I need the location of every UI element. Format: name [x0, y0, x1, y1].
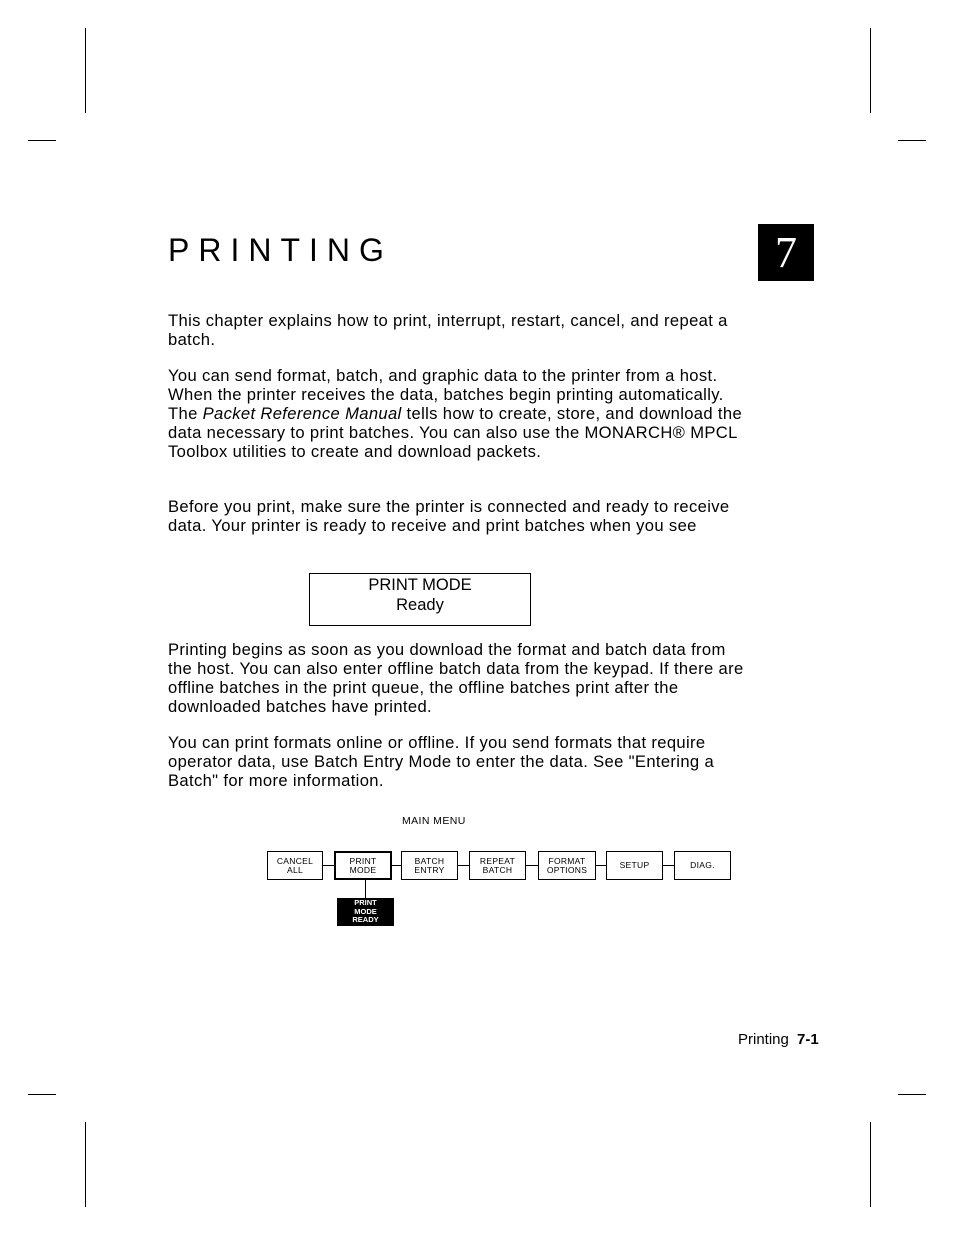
printing-paragraph: Printing begins as soon as you download the format and batch data from the host. You can also enter offline batch data from the keypad. If there are offline batches in the print queue, the offline batches print after the downloaded batches have printed.	[168, 640, 744, 716]
menu-item-label: BATCH ENTRY	[414, 855, 445, 875]
menu-item-repeat-batch	[469, 851, 526, 880]
menu-item-label: REPEAT BATCH	[479, 855, 516, 875]
menu-item-label: FORMAT OPTIONS	[546, 855, 588, 875]
menu-item-label: SETUP	[619, 860, 650, 870]
ready-paragraph: Before you print, make sure the printer is connected and ready to receive data. Your printer is ready to receive and print batches when you see	[168, 497, 730, 535]
crop-mark	[870, 1122, 871, 1207]
submenu-connector-line	[365, 880, 366, 898]
menu-item-batch-entry	[401, 851, 458, 880]
menu-item-print-mode	[334, 851, 392, 880]
menu-item-setup	[606, 851, 663, 880]
main-menu-label: MAIN MENU	[402, 815, 466, 827]
crop-mark	[85, 28, 86, 113]
crop-mark	[870, 28, 871, 113]
manual-title: Packet Reference Manual	[202, 404, 402, 423]
menu-item-label: DIAG.	[690, 860, 715, 870]
formats-paragraph: You can print formats online or offline. If you send formats that require operator data, use Batch Entry Mode to enter the data. See "Entering a Batch" for more information.	[168, 733, 715, 790]
menu-item-label: CANCEL ALL	[276, 855, 314, 875]
host-paragraph-text: You can send format, batch, and graphic data to the printer from a host. When the printer receives the data, batches begin printing automatically. The	[168, 366, 724, 423]
crop-mark	[898, 1094, 926, 1095]
host-paragraph	[168, 366, 748, 461]
menu-item-format-options	[538, 851, 596, 880]
crop-mark	[28, 1094, 56, 1095]
page-footer	[738, 1031, 819, 1048]
printer-display	[309, 573, 531, 626]
footer-section: Printing	[738, 1031, 789, 1048]
crop-mark	[28, 140, 56, 141]
menu-item-label: PRINT MODE	[349, 855, 377, 875]
crop-mark	[85, 1122, 86, 1207]
menu-item-cancel-all	[267, 851, 323, 880]
chapter-number-tab: 7	[758, 224, 814, 281]
page-number: 7-1	[797, 1031, 819, 1048]
crop-mark	[898, 140, 926, 141]
display-line-1: PRINT MODE	[368, 576, 472, 594]
submenu-print-mode-ready: PRINT MODE READY	[337, 898, 394, 926]
display-line-2: Ready	[396, 595, 444, 614]
host-paragraph-text-end: tells how to create, store, and download the data necessary to print batches. You can also use the MONARCH® MPCL Toolbox utilities to create and download packets.	[168, 404, 743, 461]
menu-item-diag	[674, 851, 731, 880]
page-title: PRINTING	[168, 232, 393, 268]
intro-paragraph: This chapter explains how to print, interrupt, restart, cancel, and repeat a batch.	[168, 311, 728, 349]
